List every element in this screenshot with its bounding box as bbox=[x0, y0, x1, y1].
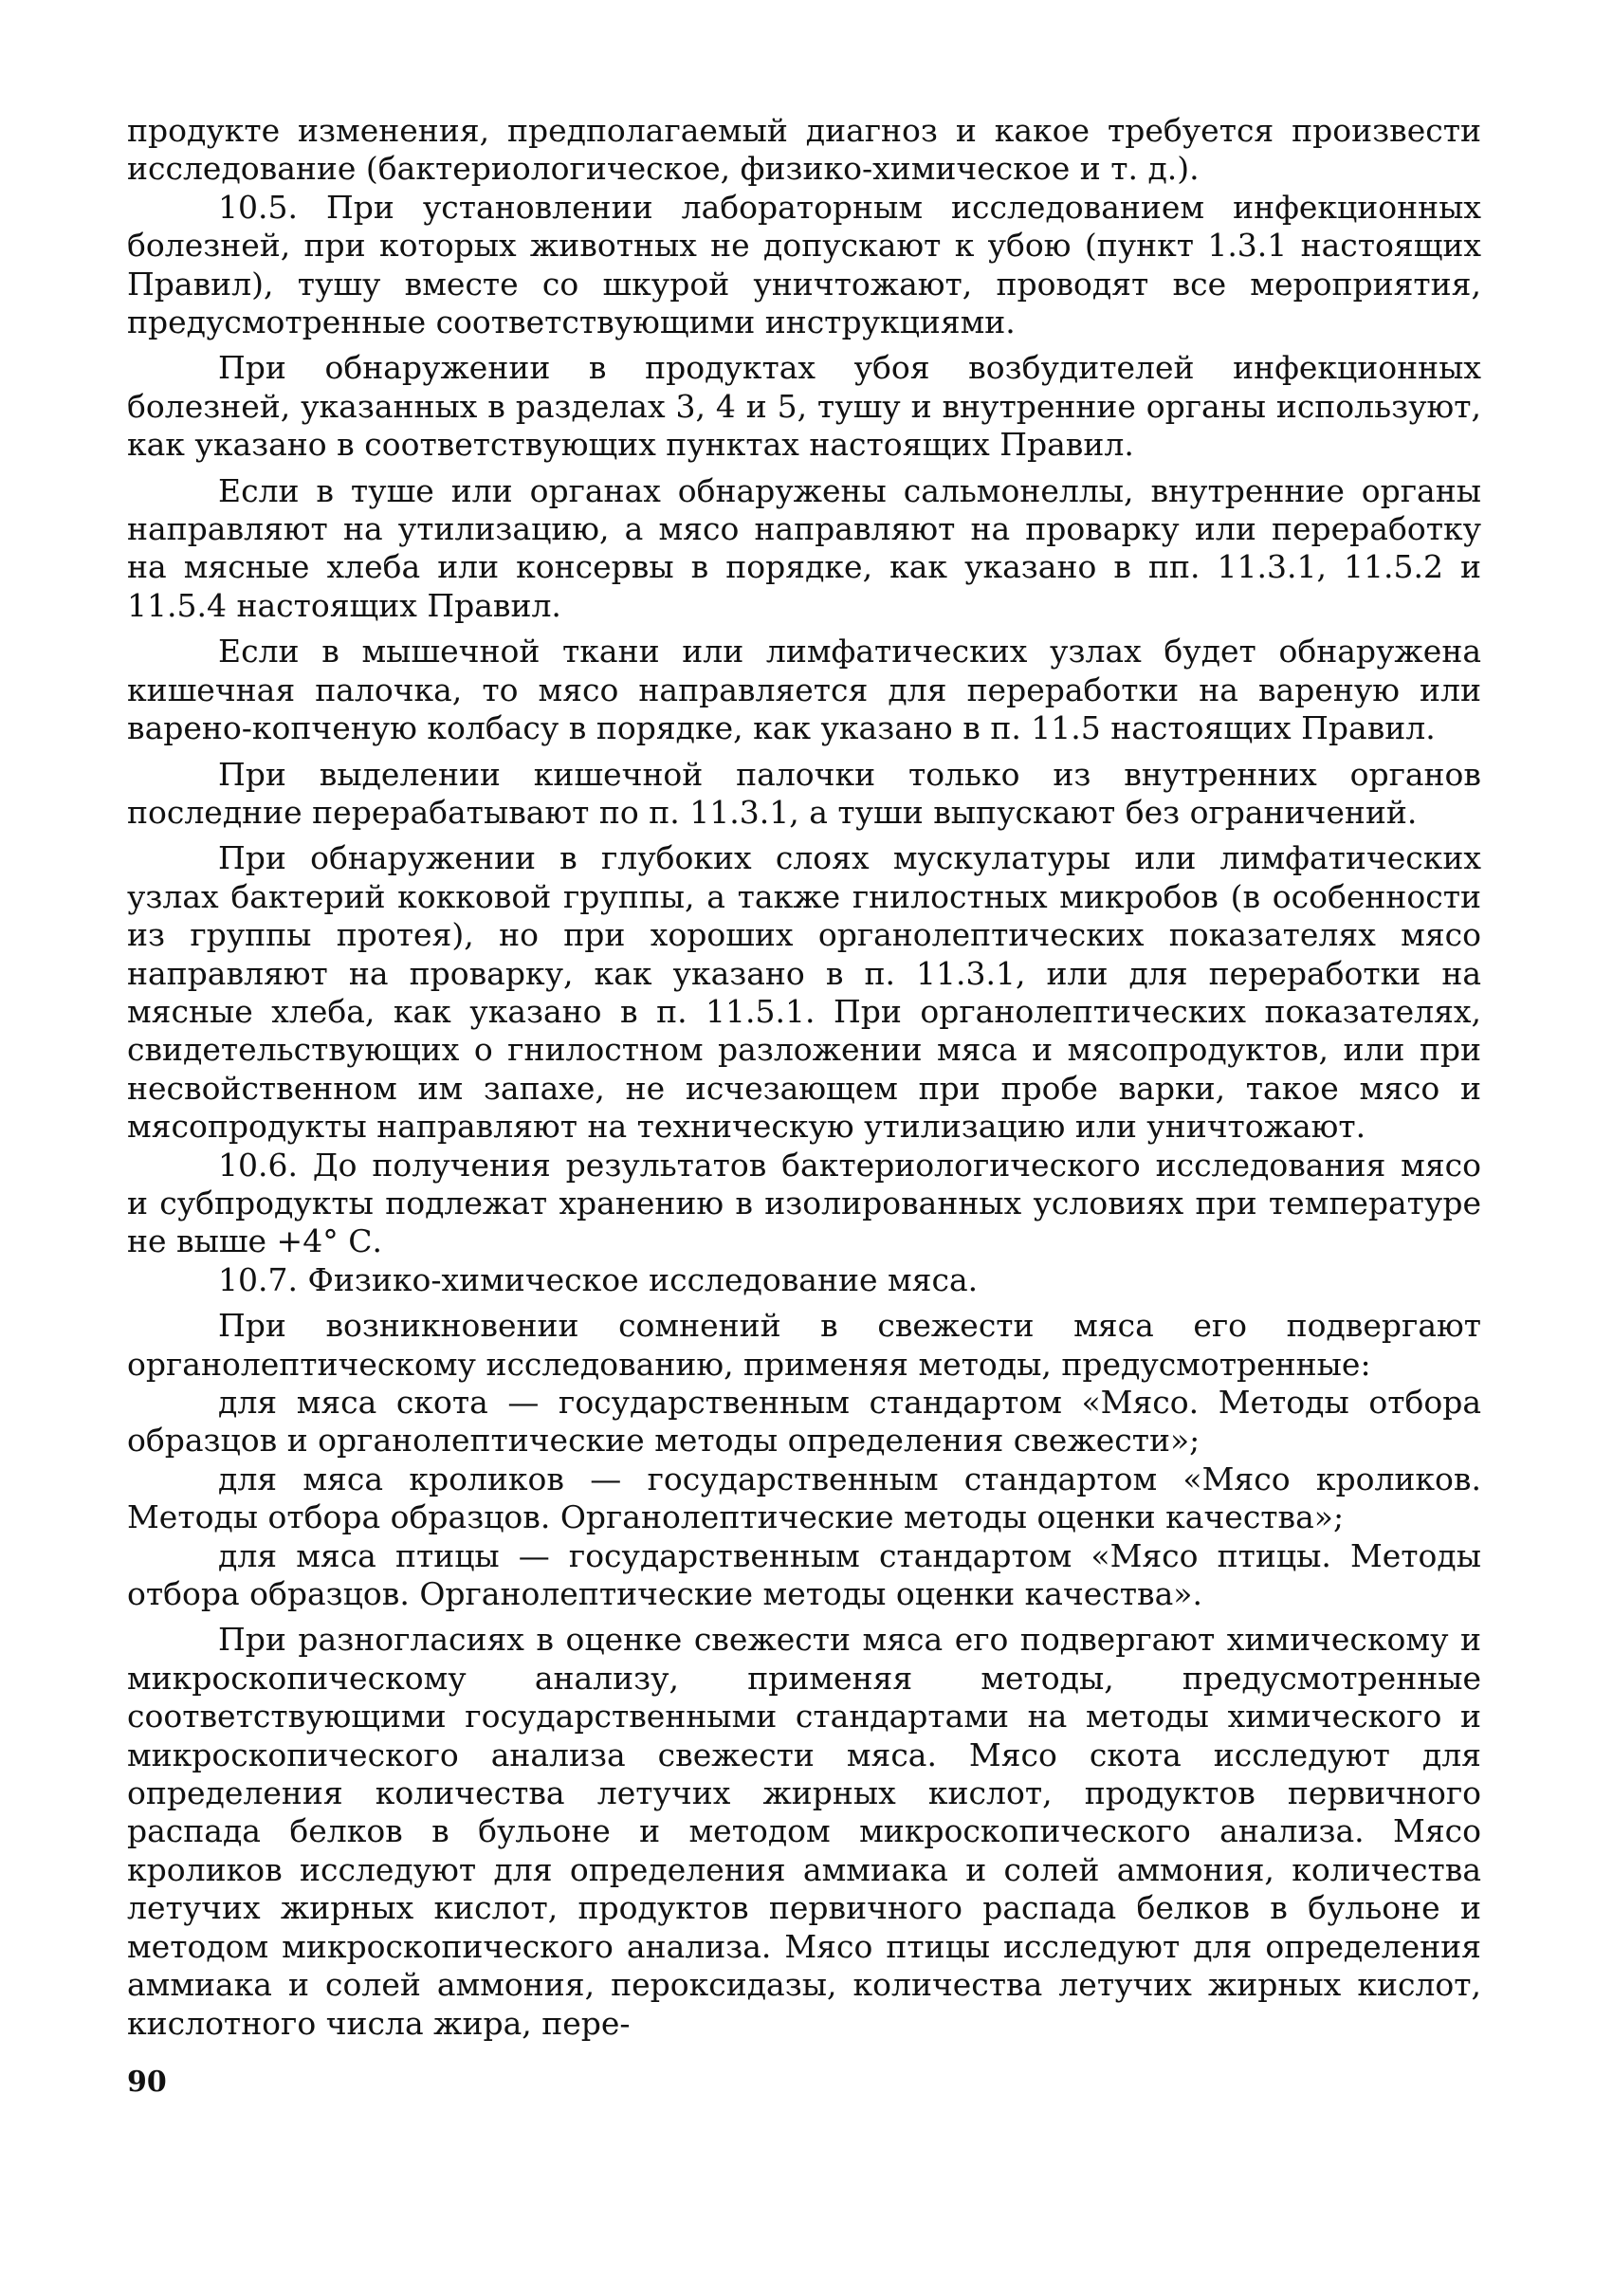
paragraph-rabbit-standard: для мяса кроликов — государственным стандартом «Мясо кроликов. Методы отбора образцов. Органолептические методы оценки качества»; bbox=[127, 1460, 1481, 1536]
paragraph-10-5: 10.5. При установлении лабораторным исследованием инфекционных болезней, при которых животных не допускают к убою (пункт 1.3.1 настоящих Правил), тушу вместе со шкурой уничтожают, проводят все мероприятия, предусмотренные соответствующими инструкциями. bbox=[127, 188, 1481, 341]
paragraph-poultry-standard: для мяса птицы — государственным стандартом «Мясо птицы. Методы отбора образцов. Органолептические методы оценки качества». bbox=[127, 1536, 1481, 1613]
paragraph-salmonella: Если в туше или органах обнаружены сальмонеллы, внутренние органы направляют на утилизацию, а мясо направляют на проварку или переработку на мясные хлеба или консервы в порядке, как указано в пп. 11.3.1, 11.5.2 и 11.5.4 настоящих Правил. bbox=[127, 471, 1481, 624]
paragraph-freshness-doubts: При возникновении сомнений в свежести мяса его подвергают органолептическому исследованию, применяя методы, предусмотренные: bbox=[127, 1307, 1481, 1383]
page-number: 90 bbox=[127, 2066, 167, 2099]
paragraph-e-coli-muscle: Если в мышечной ткани или лимфатических узлах будет обнаружена кишечная палочка, то мясо направляется для переработки на вареную или варено-копченую колбасу в порядке, как указано в п. 11.5 настоящих Правил. bbox=[127, 633, 1481, 747]
paragraph-10-6: 10.6. До получения результатов бактериологического исследования мясо и субпродукты подлежат хранению в изолированных условиях при температуре не выше +4° С. bbox=[127, 1146, 1481, 1260]
paragraph-e-coli-organs: При выделении кишечной палочки только из внутренних органов последние перерабатывают по п. 11.3.1, а туши выпускают без ограничений. bbox=[127, 755, 1481, 831]
page-text bbox=[127, 112, 1481, 2043]
paragraph-pathogens: При обнаружении в продуктах убоя возбудителей инфекционных болезней, указанных в разделах 3, 4 и 5, тушу и внутренние органы используют, как указано в соответствующих пунктах настоящих Правил. bbox=[127, 349, 1481, 464]
paragraph-cattle-standard: для мяса скота — государственным стандартом «Мясо. Методы отбора образцов и органолептические методы определения свежести»; bbox=[127, 1384, 1481, 1460]
paragraph-10-7: 10.7. Физико-химическое исследование мяса. bbox=[218, 1260, 979, 1298]
paragraph-chemical-analysis: При разногласиях в оценке свежести мяса его подвергают химическому и микроскопическому анализу, применяя методы, предусмотренные соответствующими государственными стандартами на методы химического и микроскопического анализа свежести мяса. Мясо скота исследуют для определения количества летучих жирных кислот, продуктов первичного распада белков в бульоне и методом микроскопического анализа. Мясо кроликов исследуют для определения аммиака и солей аммония, количества летучих жирных кислот, продуктов первичного распада белков в бульоне и методом микроскопического анализа. Мясо птицы исследуют для определения аммиака и солей аммония, пероксидазы, количества летучих жирных кислот, кислотного числа жира, пере- bbox=[127, 1621, 1481, 2042]
paragraph-coccal-bacteria: При обнаружении в глубоких слоях мускулатуры или лимфатических узлах бактерий кокковой группы, а также гнилостных микробов (в особенности из группы протея), но при хороших органолептических показателях мясо направляют на проварку, как указано в п. 11.3.1, или для переработки на мясные хлеба, как указано в п. 11.5.1. При органолептических показателях, свидетельствующих о гнилостном разложении мяса и мясопродуктов, или при несвойственном им запахе, не исчезающем при пробе варки, такое мясо и мясопродукты направляют на техническую утилизацию или уничтожают. bbox=[127, 839, 1481, 1146]
paragraph-continuation: продукте изменения, предполагаемый диагноз и какое требуется произвести исследование (бактериологическое, физико-химическое и т. д.). bbox=[127, 112, 1481, 188]
